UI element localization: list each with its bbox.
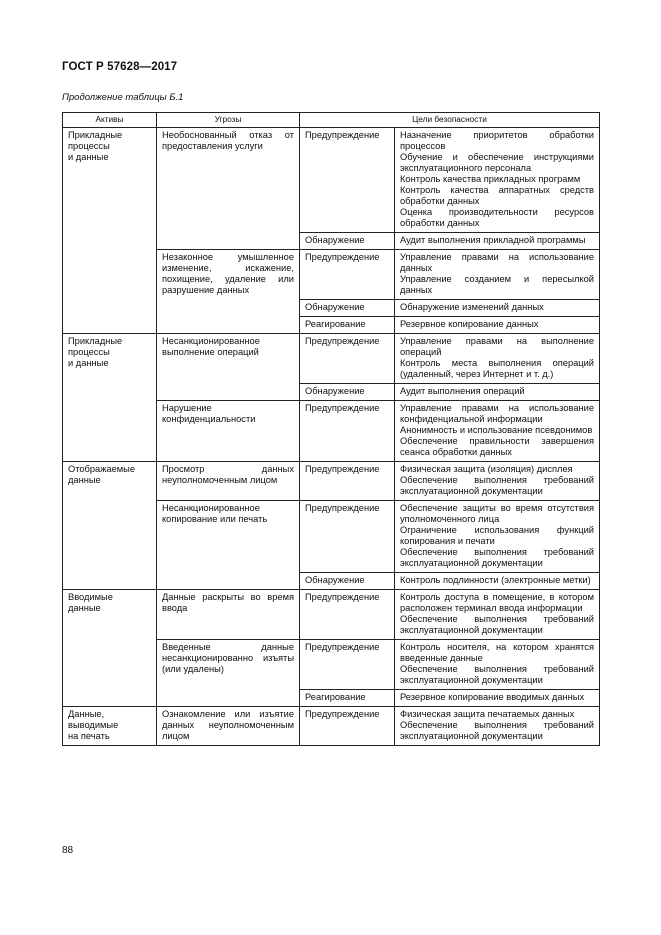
measure-item: Резервное копирование вводимых данных xyxy=(400,692,585,702)
measure-item: Обеспечение выполнения требований эксплуатационной документации xyxy=(400,547,594,568)
threat-cell: Введенные данные несанкционированно изъяты (или удалены) xyxy=(157,640,300,707)
threat-cell: Просмотр данных неуполномоченным лицом xyxy=(157,462,300,501)
asset-line: и данные xyxy=(68,358,109,368)
measure-item: Контроль качества прикладных программ xyxy=(400,174,581,184)
asset-cell xyxy=(63,707,157,746)
table-row xyxy=(63,462,600,501)
stage-cell: Предупреждение xyxy=(300,334,395,384)
column-header-assets: Активы xyxy=(63,113,157,128)
stage-cell: Обнаружение xyxy=(300,573,395,590)
measure-item: Аудит выполнения прикладной программы xyxy=(400,235,586,245)
asset-line: данные xyxy=(68,475,101,485)
measure-item: Обеспечение выполнения требований эксплуатационной документации xyxy=(400,614,594,635)
measures-cell xyxy=(395,573,600,590)
measures-cell xyxy=(395,317,600,334)
stage-cell: Предупреждение xyxy=(300,462,395,501)
threat-cell: Ознакомление или изъятие данных неуполномоченным лицом xyxy=(157,707,300,746)
threat-cell: Нарушение конфиденциальности xyxy=(157,401,300,462)
asset-cell xyxy=(63,590,157,707)
table-row xyxy=(63,590,600,640)
threat-cell: Данные раскрыты во время ввода xyxy=(157,590,300,640)
page-number: 88 xyxy=(62,845,74,856)
asset-cell xyxy=(63,462,157,590)
stage-cell: Обнаружение xyxy=(300,300,395,317)
measures-cell xyxy=(395,300,600,317)
measure-item: Контроль качества аппаратных средств обработки данных xyxy=(400,185,594,206)
measure-item: Управление правами на использование конфиденциальной информации xyxy=(400,403,594,424)
document-header: ГОСТ Р 57628—2017 xyxy=(62,61,178,73)
measure-item: Управление правами на использование данных xyxy=(400,252,594,273)
measures-cell xyxy=(395,334,600,384)
measures-cell xyxy=(395,128,600,233)
asset-cell xyxy=(63,334,157,462)
asset-line: процессы xyxy=(68,347,110,357)
measure-item: Оценка производительности ресурсов обработки данных xyxy=(400,207,594,228)
measures-cell xyxy=(395,384,600,401)
stage-cell: Обнаружение xyxy=(300,384,395,401)
stage-cell: Реагирование xyxy=(300,317,395,334)
measures-cell xyxy=(395,707,600,746)
table-row xyxy=(63,707,600,746)
measure-item: Обеспечение защиты во время отсутствия уполномоченного лица xyxy=(400,503,594,524)
table-row xyxy=(63,128,600,233)
measure-item: Резервное копирование данных xyxy=(400,319,539,329)
measures-cell xyxy=(395,462,600,501)
asset-line: Данные, xyxy=(68,709,105,719)
asset-line: Вводимые xyxy=(68,592,113,602)
measures-cell xyxy=(395,501,600,573)
stage-cell: Реагирование xyxy=(300,690,395,707)
measures-cell xyxy=(395,401,600,462)
security-goals-table xyxy=(62,112,600,746)
stage-cell: Предупреждение xyxy=(300,401,395,462)
measure-item: Анонимность и использование псевдонимов xyxy=(400,425,593,435)
asset-line: Прикладные xyxy=(68,336,123,346)
asset-line: данные xyxy=(68,603,101,613)
measure-item: Ограничение использования функций копирования и печати xyxy=(400,525,594,546)
asset-line: процессы xyxy=(68,141,110,151)
threat-cell: Несанкционированное копирование или печать xyxy=(157,501,300,590)
measure-item: Назначение приоритетов обработки процессов xyxy=(400,130,594,151)
measure-item: Обнаружение изменений данных xyxy=(400,302,544,312)
measure-item: Обеспечение выполнения требований эксплуатационной документации xyxy=(400,664,594,685)
measures-cell xyxy=(395,640,600,690)
asset-line: Прикладные xyxy=(68,130,123,140)
measure-item: Обеспечение выполнения требований эксплуатационной документации xyxy=(400,720,594,741)
measure-item: Физическая защита (изоляция) дисплея xyxy=(400,464,573,474)
measure-item: Управление правами на выполнение операций xyxy=(400,336,594,357)
measure-item: Контроль носителя, на котором хранятся введенные данные xyxy=(400,642,594,663)
asset-line: выводимые xyxy=(68,720,119,730)
measure-item: Обеспечение правильности завершения сеанса обработки данных xyxy=(400,436,594,457)
table-row xyxy=(63,334,600,384)
stage-cell: Обнаружение xyxy=(300,233,395,250)
threat-cell: Незаконное умышленное изменение, искажение, похищение, удаление или разрушение данных xyxy=(157,250,300,334)
measures-cell xyxy=(395,250,600,300)
measure-item: Обучение и обеспечение инструкциями эксплуатационного персонала xyxy=(400,152,594,173)
stage-cell: Предупреждение xyxy=(300,707,395,746)
measure-item: Обеспечение выполнения требований эксплуатационной документации xyxy=(400,475,594,496)
asset-line: Отображаемые xyxy=(68,464,136,474)
table-caption: Продолжение таблицы Б.1 xyxy=(62,92,184,103)
stage-cell: Предупреждение xyxy=(300,640,395,690)
measures-cell xyxy=(395,690,600,707)
measure-item: Аудит выполнения операций xyxy=(400,386,525,396)
measure-item: Контроль доступа в помещение, в котором расположен терминал ввода информации xyxy=(400,592,594,613)
stage-cell: Предупреждение xyxy=(300,501,395,573)
measure-item: Управление созданием и пересылкой данных xyxy=(400,274,594,295)
asset-line: и данные xyxy=(68,152,109,162)
asset-line: на печать xyxy=(68,731,110,741)
stage-cell: Предупреждение xyxy=(300,250,395,300)
asset-cell xyxy=(63,128,157,334)
column-header-goals: Цели безопасности xyxy=(300,113,600,128)
measure-item: Контроль подлинности (электронные метки) xyxy=(400,575,591,585)
threat-cell: Несанкционированное выполнение операций xyxy=(157,334,300,401)
threat-cell: Необоснованный отказ от предоставления услуги xyxy=(157,128,300,250)
table-header-row xyxy=(63,113,600,128)
measures-cell xyxy=(395,590,600,640)
measures-cell xyxy=(395,233,600,250)
stage-cell: Предупреждение xyxy=(300,128,395,233)
column-header-threats: Угрозы xyxy=(157,113,300,128)
table-body xyxy=(63,128,600,746)
measure-item: Контроль места выполнения операций (удаленный, через Интернет и т. д.) xyxy=(400,358,594,379)
measure-item: Физическая защита печатаемых данных xyxy=(400,709,575,719)
stage-cell: Предупреждение xyxy=(300,590,395,640)
